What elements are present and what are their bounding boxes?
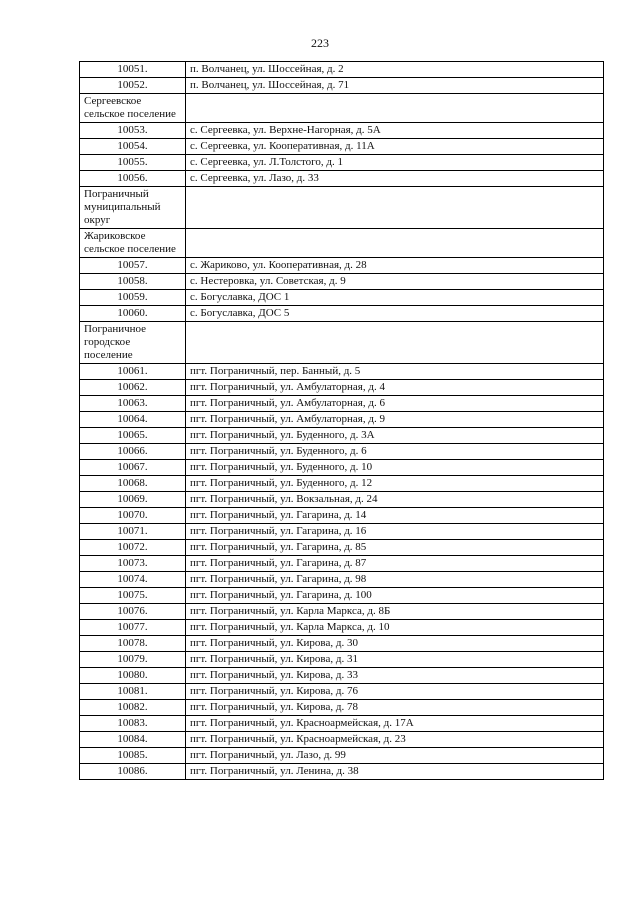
- address-cell: пгт. Пограничный, ул. Красноармейская, д. 23: [186, 732, 604, 748]
- address-cell: пгт. Пограничный, ул. Ленина, д. 38: [186, 764, 604, 780]
- address-cell: пгт. Пограничный, ул. Амбулаторная, д. 6: [186, 396, 604, 412]
- address-cell: п. Волчанец, ул. Шоссейная, д. 2: [186, 62, 604, 78]
- address-cell: пгт. Пограничный, ул. Кирова, д. 31: [186, 652, 604, 668]
- table-row: [80, 306, 604, 322]
- address-cell: пгт. Пограничный, ул. Буденного, д. 3А: [186, 428, 604, 444]
- address-cell: пгт. Пограничный, ул. Гагарина, д. 85: [186, 540, 604, 556]
- address-cell: пгт. Пограничный, ул. Буденного, д. 10: [186, 460, 604, 476]
- address-cell: пгт. Пограничный, ул. Гагарина, д. 98: [186, 572, 604, 588]
- row-number-cell: 10051.: [80, 62, 186, 78]
- row-number-cell: 10080.: [80, 668, 186, 684]
- table-row: [80, 716, 604, 732]
- row-number-cell: 10052.: [80, 78, 186, 94]
- row-number-cell: 10066.: [80, 444, 186, 460]
- empty-cell: [186, 229, 604, 258]
- address-cell: пгт. Пограничный, ул. Гагарина, д. 100: [186, 588, 604, 604]
- address-cell: пгт. Пограничный, ул. Буденного, д. 12: [186, 476, 604, 492]
- row-number-cell: 10075.: [80, 588, 186, 604]
- group-name-cell: Пограничный муниципальный округ: [80, 187, 186, 229]
- table-row: [80, 620, 604, 636]
- table-row: [80, 524, 604, 540]
- address-cell: пгт. Пограничный, ул. Гагарина, д. 87: [186, 556, 604, 572]
- table-row: [80, 460, 604, 476]
- row-number-cell: 10063.: [80, 396, 186, 412]
- group-row: [80, 187, 604, 229]
- table-row: [80, 604, 604, 620]
- table-row: [80, 572, 604, 588]
- row-number-cell: 10072.: [80, 540, 186, 556]
- table-row: [80, 540, 604, 556]
- row-number-cell: 10059.: [80, 290, 186, 306]
- row-number-cell: 10058.: [80, 274, 186, 290]
- table-row: [80, 668, 604, 684]
- table-row: [80, 764, 604, 780]
- row-number-cell: 10067.: [80, 460, 186, 476]
- table-row: [80, 748, 604, 764]
- address-cell: пгт. Пограничный, пер. Банный, д. 5: [186, 364, 604, 380]
- address-cell: с. Богуславка, ДОС 1: [186, 290, 604, 306]
- table-row: [80, 171, 604, 187]
- row-number-cell: 10056.: [80, 171, 186, 187]
- row-number-cell: 10085.: [80, 748, 186, 764]
- row-number-cell: 10060.: [80, 306, 186, 322]
- address-cell: с. Сергеевка, ул. Кооперативная, д. 11А: [186, 139, 604, 155]
- table-row: [80, 364, 604, 380]
- table-row: [80, 412, 604, 428]
- address-cell: пгт. Пограничный, ул. Кирова, д. 30: [186, 636, 604, 652]
- row-number-cell: 10073.: [80, 556, 186, 572]
- group-name-cell: Сергеевское сельское поселение: [80, 94, 186, 123]
- address-cell: пгт. Пограничный, ул. Кирова, д. 76: [186, 684, 604, 700]
- address-cell: пгт. Пограничный, ул. Амбулаторная, д. 4: [186, 380, 604, 396]
- address-cell: пгт. Пограничный, ул. Кирова, д. 33: [186, 668, 604, 684]
- row-number-cell: 10071.: [80, 524, 186, 540]
- table-row: [80, 274, 604, 290]
- row-number-cell: 10062.: [80, 380, 186, 396]
- table-row: [80, 444, 604, 460]
- table-row: [80, 78, 604, 94]
- address-cell: с. Жариково, ул. Кооперативная, д. 28: [186, 258, 604, 274]
- row-number-cell: 10079.: [80, 652, 186, 668]
- address-cell: пгт. Пограничный, ул. Кирова, д. 78: [186, 700, 604, 716]
- address-cell: с. Сергеевка, ул. Л.Толстого, д. 1: [186, 155, 604, 171]
- group-row: [80, 94, 604, 123]
- table-row: [80, 492, 604, 508]
- table-row: [80, 636, 604, 652]
- address-cell: п. Волчанец, ул. Шоссейная, д. 71: [186, 78, 604, 94]
- row-number-cell: 10061.: [80, 364, 186, 380]
- table-row: [80, 139, 604, 155]
- table-row: [80, 258, 604, 274]
- row-number-cell: 10077.: [80, 620, 186, 636]
- group-name-cell: Пограничное городское поселение: [80, 322, 186, 364]
- table-row: [80, 684, 604, 700]
- row-number-cell: 10053.: [80, 123, 186, 139]
- row-number-cell: 10069.: [80, 492, 186, 508]
- address-cell: пгт. Пограничный, ул. Карла Маркса, д. 10: [186, 620, 604, 636]
- row-number-cell: 10078.: [80, 636, 186, 652]
- address-table-container: [79, 61, 603, 780]
- group-row: [80, 229, 604, 258]
- row-number-cell: 10086.: [80, 764, 186, 780]
- address-cell: с. Богуславка, ДОС 5: [186, 306, 604, 322]
- table-row: [80, 62, 604, 78]
- table-row: [80, 428, 604, 444]
- address-cell: пгт. Пограничный, ул. Карла Маркса, д. 8Б: [186, 604, 604, 620]
- address-cell: пгт. Пограничный, ул. Буденного, д. 6: [186, 444, 604, 460]
- table-row: [80, 732, 604, 748]
- table-row: [80, 556, 604, 572]
- row-number-cell: 10082.: [80, 700, 186, 716]
- table-row: [80, 700, 604, 716]
- address-table: [79, 61, 604, 780]
- empty-cell: [186, 187, 604, 229]
- row-number-cell: 10064.: [80, 412, 186, 428]
- table-row: [80, 396, 604, 412]
- empty-cell: [186, 94, 604, 123]
- address-cell: с. Нестеровка, ул. Советская, д. 9: [186, 274, 604, 290]
- row-number-cell: 10074.: [80, 572, 186, 588]
- row-number-cell: 10076.: [80, 604, 186, 620]
- row-number-cell: 10068.: [80, 476, 186, 492]
- group-row: [80, 322, 604, 364]
- row-number-cell: 10084.: [80, 732, 186, 748]
- address-cell: пгт. Пограничный, ул. Гагарина, д. 16: [186, 524, 604, 540]
- table-row: [80, 508, 604, 524]
- address-cell: с. Сергеевка, ул. Верхне-Нагорная, д. 5А: [186, 123, 604, 139]
- address-cell: пгт. Пограничный, ул. Лазо, д. 99: [186, 748, 604, 764]
- page-number: 223: [311, 36, 329, 50]
- row-number-cell: 10081.: [80, 684, 186, 700]
- table-row: [80, 588, 604, 604]
- address-cell: пгт. Пограничный, ул. Красноармейская, д. 17А: [186, 716, 604, 732]
- table-row: [80, 652, 604, 668]
- group-name-cell: Жариковское сельское поселение: [80, 229, 186, 258]
- table-row: [80, 290, 604, 306]
- table-row: [80, 476, 604, 492]
- address-cell: с. Сергеевка, ул. Лазо, д. 33: [186, 171, 604, 187]
- row-number-cell: 10054.: [80, 139, 186, 155]
- row-number-cell: 10070.: [80, 508, 186, 524]
- address-cell: пгт. Пограничный, ул. Вокзальная, д. 24: [186, 492, 604, 508]
- row-number-cell: 10065.: [80, 428, 186, 444]
- empty-cell: [186, 322, 604, 364]
- row-number-cell: 10083.: [80, 716, 186, 732]
- address-cell: пгт. Пограничный, ул. Амбулаторная, д. 9: [186, 412, 604, 428]
- row-number-cell: 10055.: [80, 155, 186, 171]
- row-number-cell: 10057.: [80, 258, 186, 274]
- address-table-body: [80, 62, 604, 780]
- table-row: [80, 123, 604, 139]
- table-row: [80, 155, 604, 171]
- address-cell: пгт. Пограничный, ул. Гагарина, д. 14: [186, 508, 604, 524]
- table-row: [80, 380, 604, 396]
